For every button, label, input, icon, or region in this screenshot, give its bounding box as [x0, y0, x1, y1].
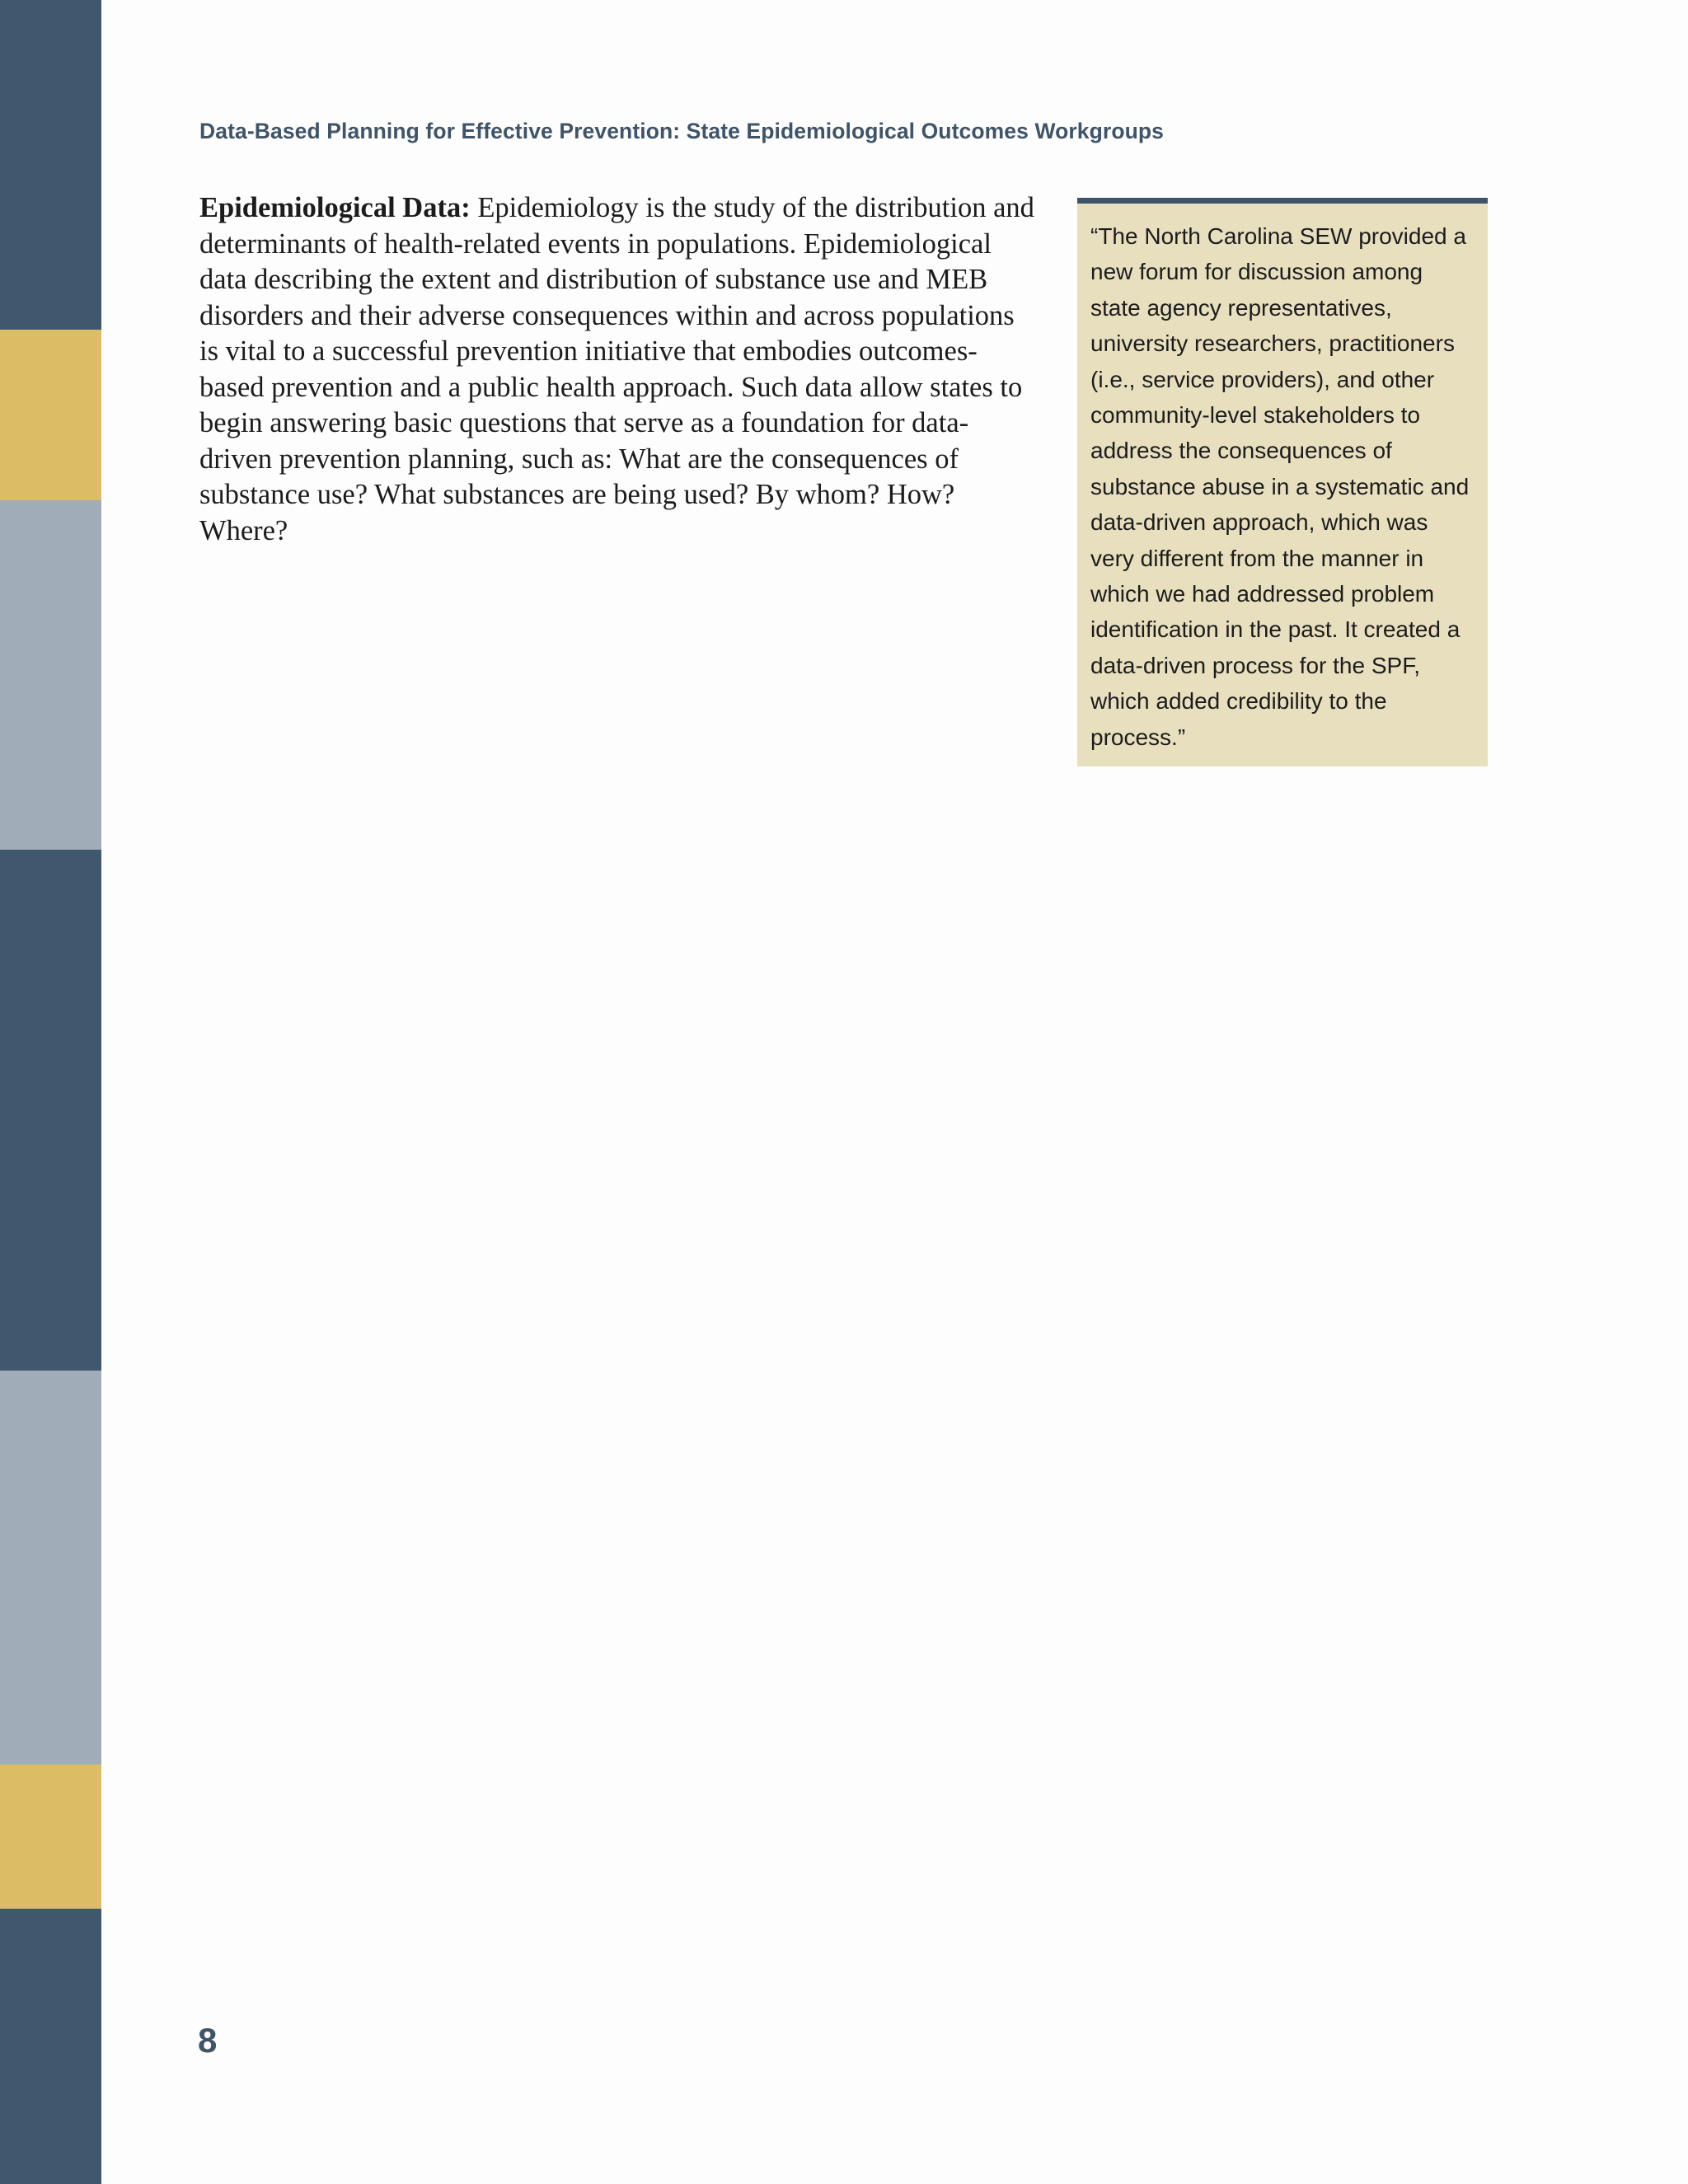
- side-strip-segment-navy: [0, 0, 101, 330]
- paragraph-text: Epidemiology is the study of the distribution and determinants of health-related events in populations. Epidemiological data describing the extent and distribution of substance use and MEB disorders and their adverse consequences within and across populations is vital to a successful prevention initiative that embodies outcomes-based prevention and a public health approach. Such data allow states to begin answering basic questions that serve as a foundation for data-driven prevention planning, such as: What are the consequences of substance use? What substances are being used? By whom? How? Where?: [199, 192, 1034, 546]
- sidebar-quote-text: “The North Carolina SEW provided a new forum for discussion among state agency representatives, university researchers, practitioners (i.e., service providers), and other community-level stakeholders to address the consequences of substance abuse in a systematic and data-driven approach, which was very different from the manner in which we had addressed problem identification in the past. It created a data-driven process for the SPF, which added credibility to the process.”: [1090, 223, 1470, 750]
- side-strip-segment-gold: [0, 1765, 101, 1909]
- page-number: 8: [198, 2021, 218, 2060]
- decorative-side-strip: [0, 0, 101, 2184]
- side-strip-segment-navy: [0, 850, 101, 1371]
- running-header: Data-Based Planning for Effective Prevention: State Epidemiological Outcomes Workgroups: [199, 119, 1165, 143]
- paragraph-lead: Epidemiological Data:: [199, 192, 471, 223]
- side-strip-segment-gold: [0, 330, 101, 500]
- side-strip-segment-slate: [0, 1371, 101, 1765]
- body-paragraph: [199, 190, 1036, 549]
- sidebar-quote-box: [1077, 198, 1488, 766]
- side-strip-segment-navy: [0, 1909, 101, 2184]
- side-strip-segment-slate: [0, 500, 101, 850]
